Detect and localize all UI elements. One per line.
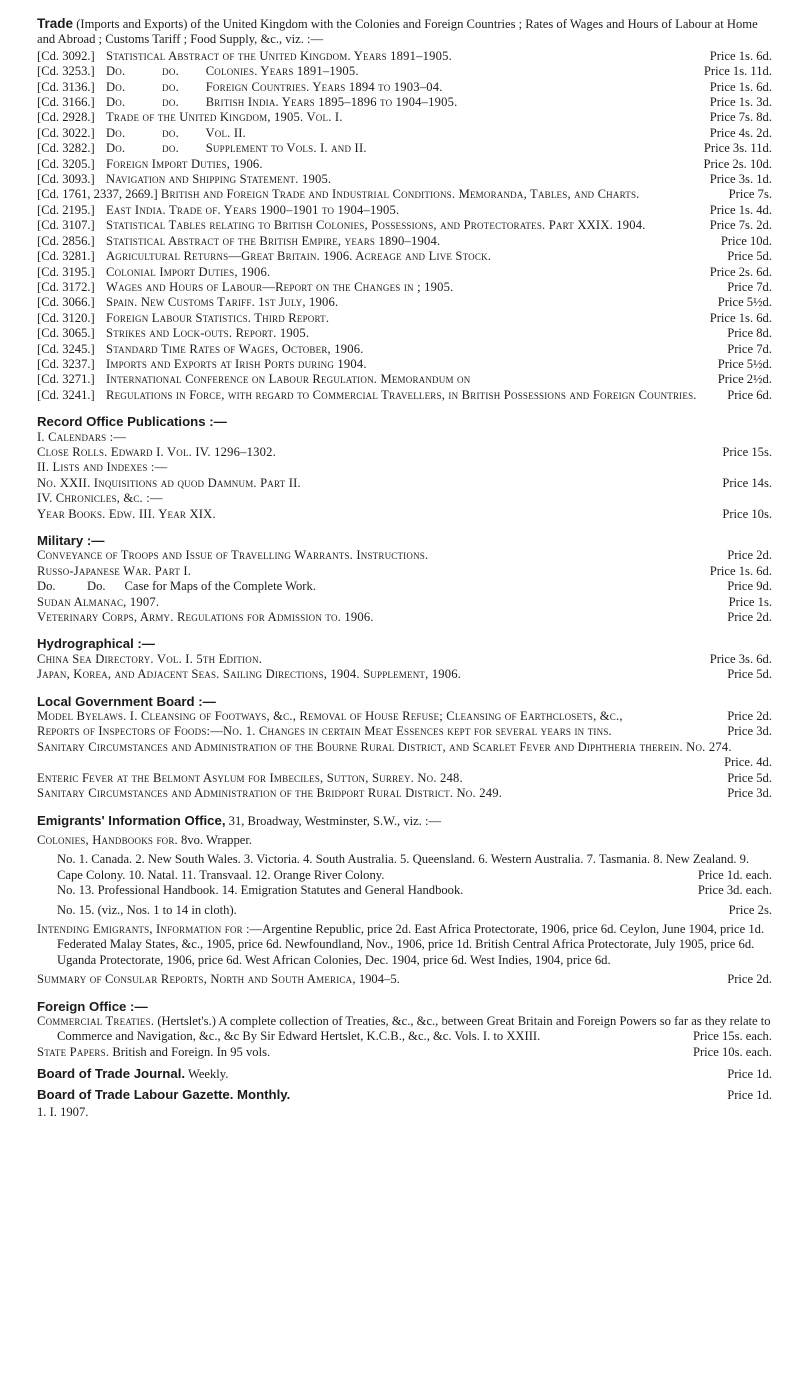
section-heading: Hydrographical :— [37,636,155,652]
list-item: Sanitary Circumstances and Administration of the Bourne Rural District, and Scarlet Fever and Diphtheria therein. No. 274. Price. 4d. [37,739,772,770]
section-heading: Military :— [37,533,105,548]
list-item: Do. Do. Case for Maps of the Complete Work. Price 9d. [37,579,772,594]
list-item: [Cd. 3136.] Do. do. Foreign Countries. Years 1894 to 1903–04. Price 1s. 6d. [37,79,772,94]
list-item: Japan, Korea, and Adjacent Seas. Sailing Directions, 1904. Supplement, 1906. Price 5d. [37,667,772,682]
list-item: [Cd. 3166.] Do. do. British India. Years 1895–1896 to 1904–1905. Price 1s. 3d. [37,95,772,110]
foreign-office-section [37,999,772,1061]
list-item: Year Books. Edw. III. Year XIX. Price 10s. [37,506,772,521]
list-item: [Cd. 2195.] East India. Trade of. Years 1900–1901 to 1904–1905. Price 1s. 4d. [37,202,772,217]
list-item: [Cd. 3271.] International Conference on Labour Regulation. Memorandum on Price 2½d. [37,372,772,387]
list-item: [Cd. 2856.] Statistical Abstract of the British Empire, years 1890–1904. Price 10d. [37,233,772,248]
trade-list [37,49,772,403]
list-item: [Cd. 2928.] Trade of the United Kingdom, 1905. Vol. I. Price 7s. 8d. [37,110,772,125]
list-item: Veterinary Corps, Army. Regulations for Admission to. 1906. Price 2d. [37,610,772,625]
list-item: [Cd. 3092.] Statistical Abstract of the United Kingdom. Years 1891–1905. Price 1s. 6d. [37,48,772,63]
list-item: [Cd. 3281.] Agricultural Returns—Great Britain. 1906. Acreage and Live Stock. Price 5d. [37,249,772,264]
list-item: Conveyance of Troops and Issue of Travelling Warrants. Instructions. Price 2d. [37,548,772,563]
list-item: Close Rolls. Edward I. Vol. IV. 1296–1302. Price 15s. [37,444,772,459]
list-item: [Cd. 3282.] Do. do. Supplement to Vols. I. and II. Price 3s. 11d. [37,141,772,156]
trade-intro-text: (Imports and Exports) of the United Kingdom with the Colonies and Foreign Countries ; Rates of Wages and Hours of Labour at Home and Abroad ; Customs Tariff ; Food Supply, &c., viz. :— [37,17,758,47]
hydrographical-section [37,636,772,682]
list-item: Commercial Treaties. (Hertslet's.) A complete collection of Treaties, &c., &c., between Great Britain and Foreign Powers so far as they relate to Commerce and Navigation, &c., &c By Sir Edward Hertslet, K.C.B., &c., &c. Vols. I. to XXIII. Price 15s. each. [37,1013,772,1044]
section-heading: Local Government Board :— [37,693,216,709]
list-item: [Cd. 3107.] Statistical Tables relating to British Colonies, Possessions, and Protectorates. Part XXIX. 1904. Price 7s. 2d. [37,218,772,233]
list-item: Board of Trade Labour Gazette. Monthly. Price 1d. [37,1086,772,1102]
list-item: Board of Trade Journal. Weekly. Price 1d. [37,1066,772,1082]
list-item: Sudan Almanac, 1907. Price 1s. [37,594,772,609]
local-government-section [37,694,772,802]
list-item: State Papers. British and Foreign. In 95 vols. Price 10s. each. [37,1044,772,1059]
list-item: [Cd. 3120.] Foreign Labour Statistics. Third Report. Price 1s. 6d. [37,310,772,325]
list-item: [Cd. 3253.] Do. do. Colonies. Years 1891–1905. Price 1s. 11d. [37,64,772,79]
section-heading: Foreign Office :— [37,998,148,1014]
list-item: Sanitary Circumstances and Administration of the Bridport Rural District. No. 249. Price 3d. [37,786,772,801]
list-item: [Cd. 3241.] Regulations in Force, with regard to Commercial Travellers, in British Possessions and Foreign Countries. Price 6d. [37,387,772,402]
list-item: China Sea Directory. Vol. I. 5th Edition. Price 3s. 6d. [37,651,772,666]
list-item: Reports of Inspectors of Foods:—No. 1. Changes in certain Meat Essences kept for several years in tins. Price 3d. [37,724,772,739]
trade-intro [37,16,772,48]
footer-date: 1. I. 1907. [37,1105,89,1119]
list-item: [Cd. 3065.] Strikes and Lock-outs. Report. 1905. Price 8d. [37,326,772,341]
list-item: No. 1. Canada. 2. New South Wales. 3. Victoria. 4. South Australia. 5. Queensland. 6. Western Australia. 7. Tasmania. 8. New Zealand. 9. Cape Colony. 10. Natal. 11. Transvaal. 12. Orange River Colony. Price 1d. each. [57,852,772,882]
list-item: Russo-Japanese War. Part I. Price 1s. 6d. [37,563,772,578]
list-item: No. 15. (viz., Nos. 1 to 14 in cloth). Price 2s. [57,902,772,917]
list-item: [Cd. 3195.] Colonial Import Duties, 1906. Price 2s. 6d. [37,264,772,279]
list-item: [Cd. 3172.] Wages and Hours of Labour—Report on the Changes in ; 1905. Price 7d. [37,279,772,294]
sub-heading: II. Lists and Indexes :— [37,460,168,475]
emigrants-section [37,813,772,988]
list-item: Colonies, Handbooks for. 8vo. Wrapper. [37,832,253,847]
record-office-section [37,414,772,522]
military-section [37,533,772,625]
list-item: [Cd. 1761, 2337, 2669.] British and Foreign Trade and Industrial Conditions. Memoranda, Tables, and Charts. Price 7s. [37,187,772,202]
trade-heading: Trade [37,16,74,31]
sub-heading: I. Calendars :— [37,429,127,444]
list-item: No. 13. Professional Handbook. 14. Emigration Statutes and General Handbook. Price 3d. each. [57,883,772,898]
list-item: [Cd. 3093.] Navigation and Shipping Statement. 1905. Price 3s. 1d. [37,172,772,187]
list-item: Summary of Consular Reports, North and South America, 1904–5. Price 2d. [37,972,772,987]
list-item: [Cd. 3205.] Foreign Import Duties, 1906. Price 2s. 10d. [37,156,772,171]
list-item: No. XXII. Inquisitions ad quod Damnum. Part II. Price 14s. [37,475,772,490]
journals-section [37,1066,772,1120]
section-heading-line: Emigrants' Information Office, 31, Broadway, Westminster, S.W., viz. :— [37,812,442,828]
list-item: Model Byelaws. I. Cleansing of Footways, &c., Removal of House Refuse; Cleansing of Earthclosets, &c., Price 2d. [37,709,772,724]
list-item: [Cd. 3245.] Standard Time Rates of Wages, October, 1906. Price 7d. [37,341,772,356]
section-heading: Emigrants' Information Office, [37,812,226,828]
list-item: [Cd. 3022.] Do. do. Vol. II. Price 4s. 2d. [37,125,772,140]
list-item: [Cd. 3066.] Spain. New Customs Tariff. 1st July, 1906. Price 5½d. [37,295,772,310]
section-heading: Record Office Publications :— [37,414,227,430]
sub-heading: IV. Chronicles, &c. :— [37,491,163,506]
list-item: Intending Emigrants, Information for :—Argentine Republic, price 2d. East Africa Protectorate, 1906, price 6d. Ceylon, June 1904, price 1d. Federated Malay States, &c., 1905, price 6d. Newfoundland, Nov., 1906, price 1d. British Central Africa Protectorate, July 1905, price 6d. Uganda Protectorate, 1906, price 6d. West African Colonies, Dec. 1904, price 6d. West Indies, 1904, price 6d. [37,921,765,967]
list-item: Enteric Fever at the Belmont Asylum for Imbeciles, Sutton, Surrey. No. 248. Price 5d. [37,770,772,785]
list-item: [Cd. 3237.] Imports and Exports at Irish Ports during 1904. Price 5½d. [37,356,772,371]
